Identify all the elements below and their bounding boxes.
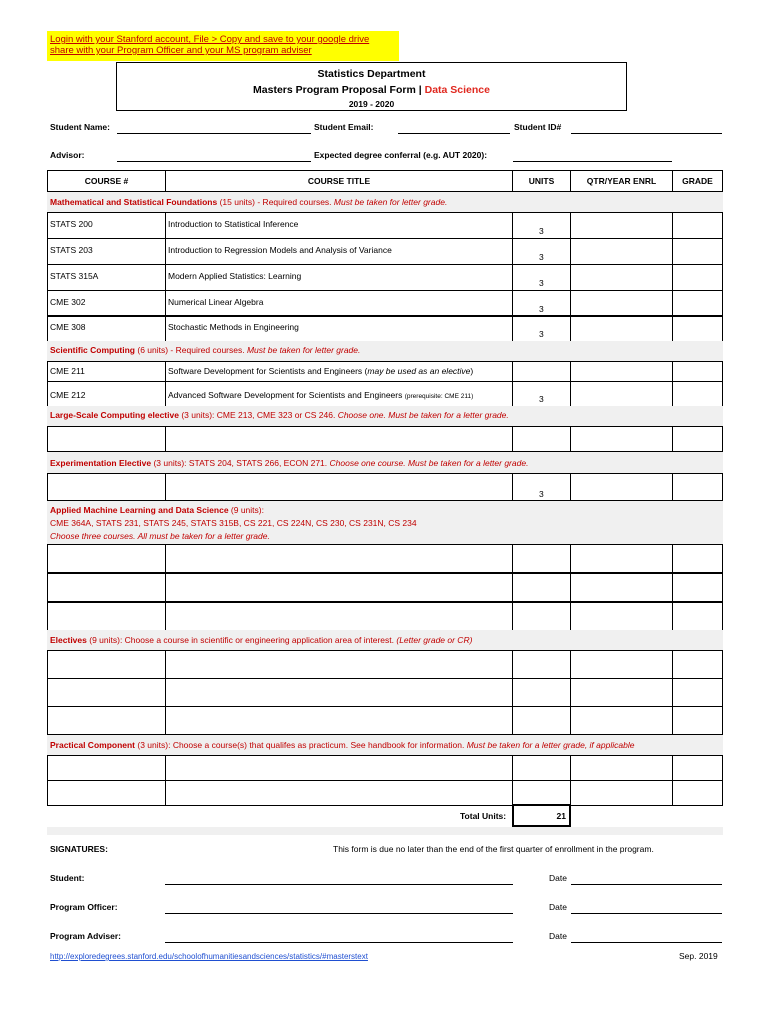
- units-cell[interactable]: [512, 290, 571, 317]
- section-elec-head: Electives: [50, 635, 87, 645]
- units-value: 3: [539, 226, 544, 236]
- signatures-heading: SIGNATURES:: [50, 844, 108, 854]
- student-signature-label: Student:: [50, 873, 85, 883]
- grade-cell[interactable]: [672, 780, 723, 806]
- qtr-cell[interactable]: [570, 755, 673, 781]
- course-input-cell[interactable]: [47, 426, 166, 452]
- section-prac-ital: Must be taken for a letter grade, if applicable: [466, 740, 635, 750]
- units-cell[interactable]: [512, 650, 571, 679]
- title-cell[interactable]: [165, 780, 513, 806]
- expected-conferral-field[interactable]: [513, 161, 672, 162]
- grade-cell[interactable]: [672, 473, 723, 501]
- due-note: This form is due no later than the end of the first quarter of enrollment in the program.: [333, 844, 654, 854]
- title-cell[interactable]: [165, 755, 513, 781]
- section-sci-head: Scientific Computing: [50, 345, 135, 355]
- units-cell[interactable]: [512, 602, 571, 631]
- section-aml-rest: (9 units):: [228, 505, 264, 515]
- qtr-cell[interactable]: [570, 290, 673, 317]
- units-value: 3: [539, 278, 544, 288]
- section-large: [50, 410, 509, 420]
- units-cell[interactable]: [512, 706, 571, 735]
- grade-cell[interactable]: [672, 706, 723, 735]
- section-sci-rest: (6 units) - Required courses.: [135, 345, 247, 355]
- title-cell[interactable]: [165, 544, 513, 573]
- title-box: [116, 62, 627, 111]
- grade-cell[interactable]: [672, 381, 723, 407]
- section-elec-ital: (Letter grade or CR): [396, 635, 473, 645]
- column-grade: GRADE: [672, 170, 723, 192]
- program-link[interactable]: http://exploredegrees.stanford.edu/schoolofhumanitiesandsciences/statistics/#masterstext: [50, 952, 368, 961]
- section-aml: [50, 504, 417, 543]
- title-cell[interactable]: [165, 650, 513, 679]
- section-math-ital: Must be taken for letter grade.: [333, 197, 448, 207]
- qtr-cell[interactable]: [570, 650, 673, 679]
- note-line-2: share with your Program Officer and your MS program adviser: [50, 45, 312, 56]
- qtr-cell[interactable]: [570, 361, 673, 382]
- advisor-field[interactable]: [117, 161, 311, 162]
- course-cell[interactable]: [47, 315, 166, 342]
- grade-cell[interactable]: [672, 678, 723, 707]
- track-name: Data Science: [424, 84, 490, 96]
- grade-cell[interactable]: [672, 361, 723, 382]
- section-prac: [50, 740, 634, 750]
- course-title: Modern Applied Statistics: Learning: [168, 271, 302, 281]
- title-cell[interactable]: [165, 212, 513, 239]
- department-title: Statistics Department: [317, 68, 426, 80]
- qtr-cell[interactable]: [570, 212, 673, 239]
- student-date-label: Date: [549, 873, 567, 883]
- grade-cell[interactable]: [672, 755, 723, 781]
- grade-cell[interactable]: [672, 264, 723, 291]
- student-email-field[interactable]: [398, 133, 510, 134]
- officer-date-label: Date: [549, 902, 567, 912]
- course-cell[interactable]: [47, 290, 166, 317]
- section-exp-head: Experimentation Elective: [50, 458, 152, 468]
- form-name: Masters Program Proposal Form: [253, 84, 416, 96]
- units-cell[interactable]: [512, 238, 571, 265]
- section-prac-rest: (3 units): Choose a course(s) that qualifes as practicum. See handbook for information.: [135, 740, 467, 750]
- student-name-label: Student Name:: [50, 122, 110, 132]
- instruction-note: [47, 31, 399, 61]
- course-title-close: ): [470, 366, 474, 376]
- course-input-cell[interactable]: [47, 473, 166, 501]
- qtr-cell[interactable]: [570, 602, 673, 631]
- grade-cell[interactable]: [672, 544, 723, 573]
- column-course: COURSE #: [47, 170, 166, 192]
- qtr-cell[interactable]: [570, 264, 673, 291]
- grade-cell[interactable]: [672, 650, 723, 679]
- section-aml-line1: [50, 504, 417, 517]
- section-large-ital: Choose one. Must be taken for a letter grade.: [337, 410, 509, 420]
- units-cell[interactable]: [512, 426, 571, 452]
- student-signature-field[interactable]: [165, 884, 513, 885]
- student-date-field[interactable]: [571, 884, 722, 885]
- section-sci-ital: Must be taken for letter grade.: [246, 345, 361, 355]
- course-number: CME 212: [50, 390, 86, 400]
- qtr-cell[interactable]: [570, 678, 673, 707]
- total-units-label: Total Units:: [460, 811, 507, 821]
- qtr-cell[interactable]: [570, 381, 673, 407]
- course-number: CME 308: [50, 322, 86, 332]
- course-cell[interactable]: [47, 602, 166, 631]
- units-cell[interactable]: [512, 780, 571, 806]
- column-qtr: QTR/YEAR ENRL: [570, 170, 673, 192]
- units-cell[interactable]: [512, 473, 571, 501]
- adviser-date-label: Date: [549, 931, 567, 941]
- course-prerequisite: (prerequisite: CME 211): [404, 393, 474, 400]
- title-cell[interactable]: [165, 706, 513, 735]
- units-cell[interactable]: [512, 381, 571, 407]
- table-row-cell-course[interactable]: [47, 361, 166, 382]
- section-exp-rest: (3 units): STATS 204, STATS 266, ECON 271.: [151, 458, 330, 468]
- section-elec-rest: (9 units): Choose a course in scientific or engineering application area of interest.: [86, 635, 397, 645]
- total-units-box: [512, 804, 571, 827]
- course-title-text: Software Development for Scientists and Engineers (: [168, 366, 368, 376]
- qtr-cell[interactable]: [570, 544, 673, 573]
- qtr-cell[interactable]: [570, 238, 673, 265]
- section-math-rest: (15 units) - Required courses.: [217, 197, 334, 207]
- form-title: [117, 84, 626, 96]
- title-cell[interactable]: [165, 238, 513, 265]
- officer-date-field[interactable]: [571, 913, 722, 914]
- section-aml-courses: CME 364A, STATS 231, STATS 245, STATS 315B, CS 221, CS 224N, CS 230, CS 231N, CS 234: [50, 518, 417, 528]
- course-title: Introduction to Statistical Inference: [168, 219, 299, 229]
- qtr-cell[interactable]: [570, 426, 673, 452]
- units-cell[interactable]: [512, 678, 571, 707]
- course-number: CME 211: [50, 366, 85, 376]
- advisor-label: Advisor:: [50, 150, 85, 160]
- section-math: [50, 197, 447, 207]
- units-value: 3: [539, 304, 544, 314]
- course-number: STATS 315A: [50, 271, 99, 281]
- adviser-date-field[interactable]: [571, 942, 722, 943]
- qtr-cell[interactable]: [570, 573, 673, 602]
- course-number: STATS 200: [50, 219, 93, 229]
- column-units: UNITS: [512, 170, 571, 192]
- title-cell[interactable]: [165, 602, 513, 631]
- grade-cell[interactable]: [672, 315, 723, 342]
- course-cell[interactable]: [47, 706, 166, 735]
- section-aml-head: Applied Machine Learning and Data Science: [50, 505, 229, 515]
- title-cell[interactable]: [165, 678, 513, 707]
- title-cell[interactable]: [165, 315, 513, 342]
- section-sci: [50, 345, 360, 355]
- units-cell[interactable]: [512, 573, 571, 602]
- table-row-cell-course[interactable]: [47, 381, 166, 407]
- qtr-cell[interactable]: [570, 780, 673, 806]
- units-cell[interactable]: [512, 361, 571, 382]
- course-cell[interactable]: [47, 678, 166, 707]
- form-date: Sep. 2019: [679, 951, 718, 961]
- course-cell[interactable]: [47, 650, 166, 679]
- expected-conferral-label: Expected degree conferral (e.g. AUT 2020):: [314, 150, 488, 160]
- title-input-cell[interactable]: [165, 426, 513, 452]
- adviser-signature-label: Program Adviser:: [50, 931, 122, 941]
- table-row-cell-title[interactable]: [165, 381, 513, 407]
- section-large-rest: (3 units): CME 213, CME 323 or CS 246.: [178, 410, 338, 420]
- course-number: STATS 203: [50, 245, 93, 255]
- adviser-signature-field[interactable]: [165, 942, 513, 943]
- qtr-cell[interactable]: [570, 315, 673, 342]
- section-aml-ital: Choose three courses. All must be taken for a letter grade.: [50, 531, 270, 541]
- student-email-label: Student Email:: [314, 122, 374, 132]
- section-exp: [50, 458, 528, 468]
- course-cell[interactable]: [47, 755, 166, 781]
- student-id-field[interactable]: [571, 133, 722, 134]
- course-title-text: Advanced Software Development for Scientists and Engineers: [168, 390, 405, 400]
- course-cell[interactable]: [47, 238, 166, 265]
- title-separator: |: [418, 84, 422, 96]
- course-number: CME 302: [50, 297, 86, 307]
- qtr-cell[interactable]: [570, 473, 673, 501]
- section-prac-head: Practical Component: [50, 740, 136, 750]
- section-math-head: Mathematical and Statistical Foundations: [50, 197, 218, 207]
- title-input-cell[interactable]: [165, 473, 513, 501]
- table-row-cell-title[interactable]: [165, 361, 513, 382]
- course-cell[interactable]: [47, 212, 166, 239]
- grade-cell[interactable]: [672, 238, 723, 265]
- units-value: 3: [539, 394, 544, 404]
- units-cell[interactable]: [512, 755, 571, 781]
- units-value: 3: [539, 252, 544, 262]
- student-id-label: Student ID#: [514, 122, 562, 132]
- units-cell[interactable]: [512, 315, 571, 342]
- course-cell[interactable]: [47, 573, 166, 602]
- units-value: 3: [539, 489, 544, 499]
- grade-cell[interactable]: [672, 573, 723, 602]
- section-large-head: Large-Scale Computing elective: [50, 410, 179, 420]
- units-cell[interactable]: [512, 544, 571, 573]
- section-exp-ital: Choose one course. Must be taken for a letter grade.: [329, 458, 529, 468]
- course-cell[interactable]: [47, 544, 166, 573]
- qtr-cell[interactable]: [570, 706, 673, 735]
- title-cell[interactable]: [165, 264, 513, 291]
- course-title: Numerical Linear Algebra: [168, 297, 264, 307]
- course-title: [168, 390, 473, 400]
- course-title: Introduction to Regression Models and Analysis of Variance: [168, 245, 392, 255]
- units-cell[interactable]: [512, 212, 571, 239]
- units-cell[interactable]: [512, 264, 571, 291]
- title-cell[interactable]: [165, 573, 513, 602]
- officer-signature-label: Program Officer:: [50, 902, 118, 912]
- grade-cell[interactable]: [672, 290, 723, 317]
- course-title-note: may be used as an elective: [367, 366, 471, 376]
- course-cell[interactable]: [47, 780, 166, 806]
- course-title: Stochastic Methods in Engineering: [168, 322, 299, 332]
- total-units-value: 21: [556, 811, 566, 821]
- grade-cell[interactable]: [672, 426, 723, 452]
- course-cell[interactable]: [47, 264, 166, 291]
- section-elec: [50, 635, 472, 645]
- grade-cell[interactable]: [672, 212, 723, 239]
- student-name-field[interactable]: [117, 133, 311, 134]
- officer-signature-field[interactable]: [165, 913, 513, 914]
- title-cell[interactable]: [165, 290, 513, 317]
- column-title: COURSE TITLE: [165, 170, 513, 192]
- total-band: [47, 827, 723, 835]
- academic-year: 2019 - 2020: [348, 99, 395, 109]
- grade-cell[interactable]: [672, 602, 723, 631]
- course-title: [168, 366, 473, 376]
- units-value: 3: [539, 329, 544, 339]
- note-line-1: Login with your Stanford account, File > Copy and save to your google drive: [50, 34, 370, 45]
